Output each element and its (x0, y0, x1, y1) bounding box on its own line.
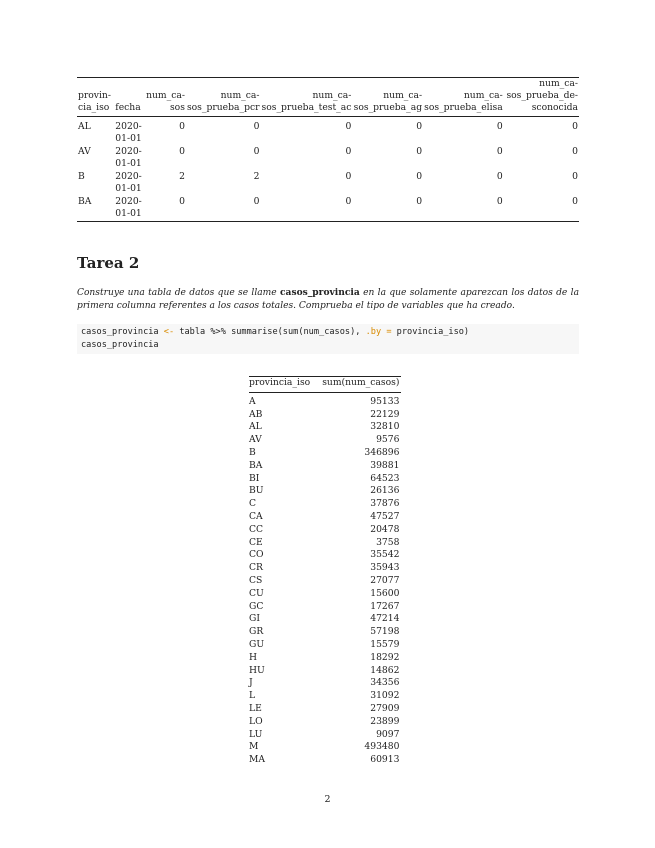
cell-provincia: BU (249, 485, 264, 497)
cell-sum: 34356 (370, 677, 400, 689)
cell-sum: 95133 (370, 395, 400, 407)
cell-sum: 35943 (370, 562, 400, 574)
cell-provincia: AV (78, 146, 91, 157)
cell-value: 0 (572, 196, 578, 207)
code-line1-b: tabla %>% summarise(sum(num_casos), (174, 327, 366, 337)
cell-value: 0 (496, 196, 503, 207)
cell-value: 0 (416, 171, 423, 182)
cell-fecha: 2020- 01-01 (115, 146, 142, 169)
cell-value: 0 (253, 196, 260, 207)
table-row (249, 588, 401, 601)
table-header-row (249, 377, 401, 393)
code-line1-a: casos_provincia (81, 327, 164, 337)
cell-sum: 15579 (370, 638, 400, 650)
table-row (249, 434, 401, 447)
cell-value: 0 (572, 121, 578, 132)
cell-value: 0 (253, 146, 260, 157)
cell-provincia: MA (249, 754, 266, 766)
cell-provincia: AL (78, 121, 91, 132)
cell-value: 0 (179, 196, 185, 207)
table-row (249, 485, 401, 498)
cell-value: 0 (416, 146, 423, 157)
cell-fecha: 2020- 01-01 (115, 121, 142, 144)
cell-sum: 15600 (370, 587, 400, 599)
column-header: fecha (115, 102, 141, 113)
cell-provincia: AB (249, 408, 263, 420)
cell-sum: 18292 (370, 651, 400, 663)
table-row (249, 601, 401, 614)
cell-sum: 23899 (370, 715, 400, 727)
cell-provincia: B (249, 446, 256, 458)
cell-provincia: CS (249, 574, 263, 586)
cell-sum: 493480 (364, 741, 400, 753)
table-row (77, 117, 579, 147)
cell-sum: 57198 (370, 626, 400, 638)
cell-fecha: 2020- 01-01 (115, 171, 142, 194)
cell-provincia: CU (249, 587, 264, 599)
table-row (249, 562, 401, 575)
page-number: 2 (324, 794, 331, 805)
cell-sum: 14862 (370, 664, 400, 676)
table-row (249, 447, 401, 460)
cell-value: 0 (416, 121, 423, 132)
code-block (77, 324, 579, 354)
code-line1-d: provincia_iso) (391, 327, 470, 337)
cell-provincia: BA (78, 196, 92, 207)
cell-provincia: L (249, 690, 256, 702)
table-row (249, 524, 401, 537)
cell-fecha: 2020- 01-01 (115, 196, 142, 219)
table-row (249, 677, 401, 690)
cell-sum: 9576 (376, 434, 400, 446)
table-row (249, 665, 401, 678)
cell-sum: 3758 (376, 536, 400, 548)
cell-value: 0 (253, 121, 260, 132)
table-row (249, 626, 401, 639)
code-line2: casos_provincia (81, 340, 159, 350)
task-text-after: en la que solamente aparezcan los datos de la primera columna referentes a los casos totales. Comprueba el tipo de variables que ha creado. (77, 288, 579, 311)
cell-provincia: GI (249, 613, 260, 625)
cell-provincia: GC (249, 600, 264, 612)
cell-provincia: CR (249, 562, 263, 574)
cell-value: 0 (179, 121, 185, 132)
cell-sum: 37876 (370, 498, 400, 510)
cell-provincia: A (249, 395, 256, 407)
task-description (77, 286, 579, 313)
table-row (249, 690, 401, 703)
cell-provincia: AV (249, 434, 262, 446)
data-table-preview (77, 77, 579, 222)
cell-sum: 31092 (370, 690, 400, 702)
table-row (249, 473, 401, 486)
cell-provincia: BI (249, 472, 260, 484)
cell-provincia: AL (249, 421, 262, 433)
cell-provincia: LU (249, 728, 263, 740)
table-row (77, 171, 579, 196)
table-row (249, 421, 401, 434)
cell-value: 0 (496, 171, 503, 182)
table-row (249, 741, 401, 754)
cell-provincia: CC (249, 523, 264, 535)
cell-provincia: GU (249, 638, 265, 650)
cell-provincia: CO (249, 549, 264, 561)
column-header: num_ca- sos_prueba_de- sconocida (506, 78, 578, 113)
cell-sum: 64523 (370, 472, 400, 484)
cell-value: 2 (179, 171, 185, 182)
cell-sum: 22129 (370, 408, 400, 420)
cell-provincia: HU (249, 664, 265, 676)
table-row (249, 729, 401, 742)
table-row (249, 409, 401, 422)
cell-sum: 35542 (370, 549, 400, 561)
table-row (249, 716, 401, 729)
cell-provincia: J (249, 677, 253, 689)
cell-provincia: GR (249, 626, 264, 638)
cell-value: 0 (345, 171, 352, 182)
cell-value: 0 (496, 146, 503, 157)
cell-sum: 27077 (370, 574, 400, 586)
table-row (249, 754, 401, 767)
cell-value: 0 (572, 146, 578, 157)
cell-provincia: LO (249, 715, 263, 727)
cell-value: 0 (179, 146, 185, 157)
cell-sum: 39881 (370, 459, 400, 471)
table-row (249, 575, 401, 588)
task-text-before: Construye una tabla de datos que se llame (77, 288, 281, 298)
table-row (249, 511, 401, 524)
cell-value: 0 (345, 146, 352, 157)
cell-sum: 32810 (370, 421, 400, 433)
summary-table-body (249, 392, 401, 767)
table-header-row (77, 78, 579, 117)
cell-value: 2 (253, 171, 260, 182)
cell-value: 0 (345, 196, 352, 207)
cell-sum: 9097 (376, 728, 400, 740)
table-row (77, 146, 579, 171)
column-header: num_ca- sos (146, 90, 185, 113)
cell-provincia: CA (249, 510, 263, 522)
cell-sum: 47527 (370, 510, 400, 522)
table-row (249, 613, 401, 626)
table-row (249, 460, 401, 473)
cell-provincia: B (78, 171, 85, 182)
table-row (249, 703, 401, 716)
cell-value: 0 (572, 171, 578, 182)
code-assign-op: <- (163, 327, 175, 337)
cell-provincia: H (249, 651, 258, 663)
code-equals-op: = (386, 327, 392, 337)
task-text-bold: casos_provincia (280, 287, 360, 298)
table-row (249, 652, 401, 665)
cell-sum: 20478 (370, 523, 400, 535)
cell-value: 0 (345, 121, 352, 132)
cell-sum: 17267 (370, 600, 400, 612)
column-header: num_ca- sos_prueba_test_ac (261, 90, 352, 113)
cell-sum: 27909 (370, 702, 400, 714)
column-header: num_ca- sos_prueba_pcr (186, 90, 260, 113)
section-title: Tarea 2 (77, 254, 140, 272)
column-header: num_ca- sos_prueba_elisa (424, 90, 503, 113)
cell-sum: 26136 (370, 485, 400, 497)
cell-provincia: LE (249, 702, 262, 714)
column-header: num_ca- sos_prueba_ag (353, 90, 423, 113)
cell-sum: 47214 (370, 613, 400, 625)
cell-provincia: C (249, 498, 257, 510)
cell-value: 0 (416, 196, 423, 207)
table-row (249, 537, 401, 550)
table-row (77, 196, 579, 222)
column-header: provincia_iso (249, 377, 311, 388)
cell-sum: 60913 (370, 754, 400, 766)
cell-provincia: BA (249, 459, 263, 471)
cell-provincia: M (249, 741, 259, 753)
table-row (249, 392, 401, 408)
column-header: provin- cia_iso (78, 90, 111, 113)
code-by-arg: .by (365, 327, 382, 337)
summary-table (249, 376, 401, 767)
column-header: sum(num_casos) (322, 377, 400, 388)
table-row (249, 639, 401, 652)
cell-sum: 346896 (364, 446, 400, 458)
table-row (249, 549, 401, 562)
cell-provincia: CE (249, 536, 263, 548)
table-row (249, 498, 401, 511)
cell-value: 0 (496, 121, 503, 132)
